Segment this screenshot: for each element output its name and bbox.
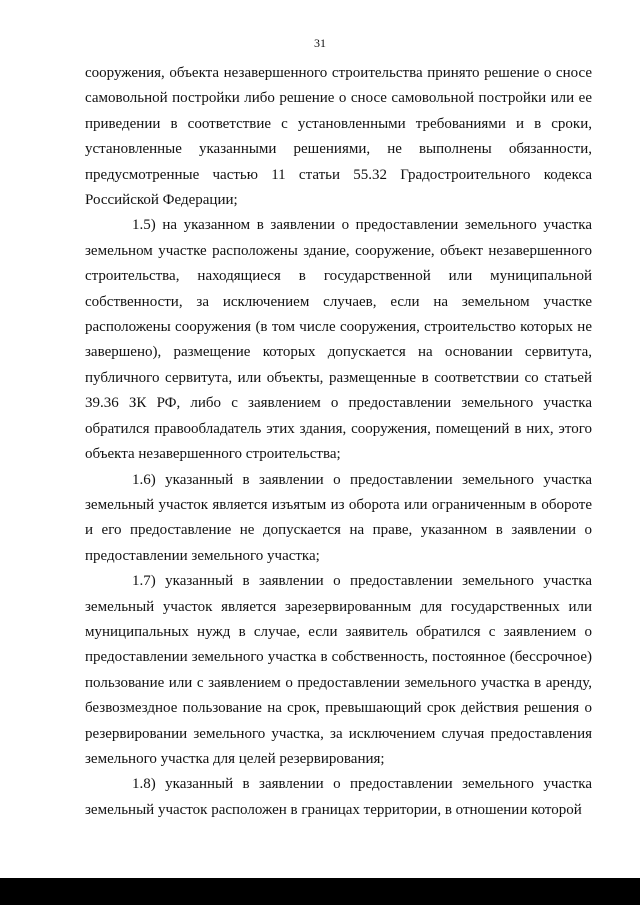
- paragraph-item-1-8: 1.8) указанный в заявлении о предоставлении земельного участка земельный участок расположен в границах территории, в отношении которой: [85, 776, 592, 818]
- paragraph-continuation: сооружения, объекта незавершенного строительства принято решение о сносе самовольной постройки либо решение о сносе самовольной постройки или ее приведении в соответствие с установленными требованиями и в сроки, установленные указанными решениями, не выполнены обязанности, предусмотренные частью 11 статьи 55.32 Градостроительного кодекса Российской Федерации;: [85, 65, 592, 209]
- scan-bottom-border: [0, 878, 640, 905]
- page-number: 31: [314, 36, 326, 50]
- paragraph-item-1-6: 1.6) указанный в заявлении о предоставлении земельного участка земельный участок является изъятым из оборота или ограниченным в обороте и его предоставление не допускается на праве, указанном в заявлении о предоставлении земельного участка;: [85, 471, 592, 564]
- document-body: [85, 61, 592, 823]
- paragraph-item-1-5: 1.5) на указанном в заявлении о предоставлении земельного участка земельном участке расположены здание, сооружение, объект незавершенного строительства, находящиеся в государственной или муниципальной собственности, за исключением случаев, если на земельном участке расположены сооружения (в том числе сооружения, строительство которых не завершено), размещение которых допускается на основании сервитута, публичного сервитута, или объекты, размещенные в соответствии со статьей 39.36 ЗК РФ, либо с заявлением о предоставлении земельного участка обратился правообладатель этих здания, сооружения, помещений в них, этого объекта незавершенного строительства;: [85, 217, 592, 463]
- paragraph-item-1-7: 1.7) указанный в заявлении о предоставлении земельного участка земельный участок является зарезервированным для государственных или муниципальных нужд в случае, если заявитель обратился с заявлением о предоставлении земельного участка в собственность, постоянное (бессрочное) пользование или с заявлением о предоставлении земельного участка в аренду, безвозмездное пользование на срок, превышающий срок действия решения о резервировании земельного участка, за исключением случая предоставления земельного участка для целей резервирования;: [85, 573, 592, 767]
